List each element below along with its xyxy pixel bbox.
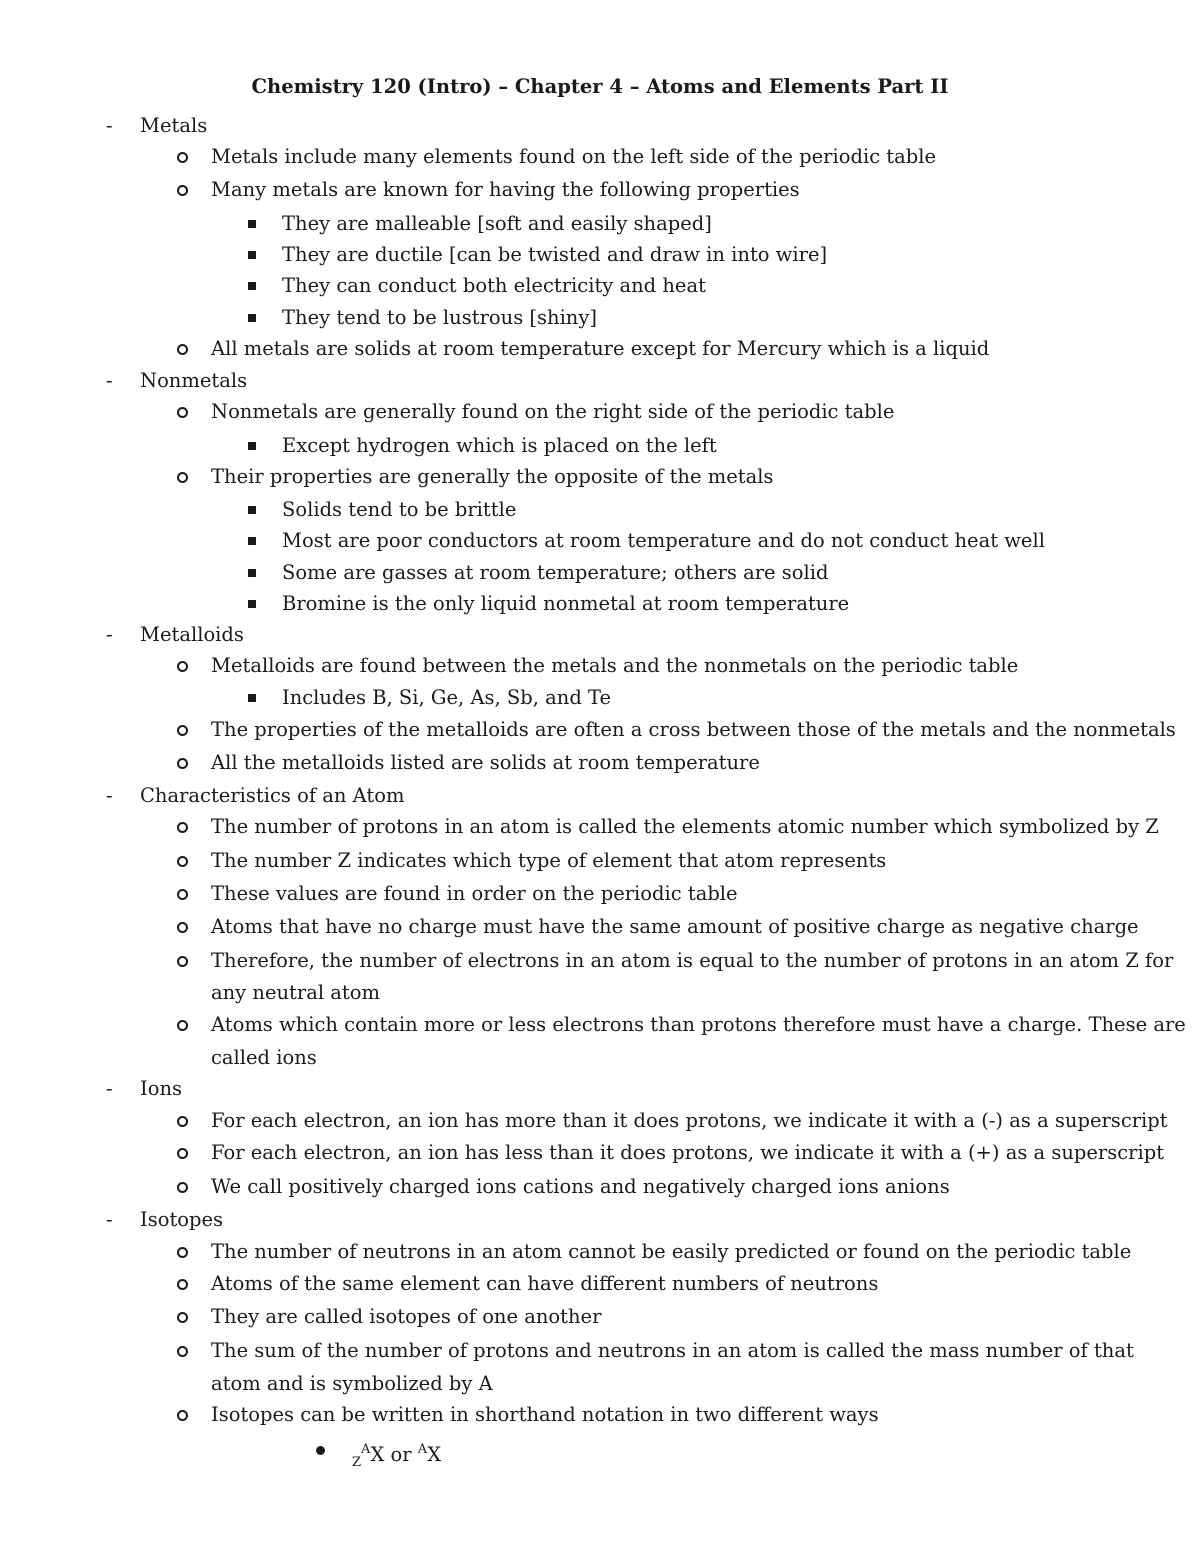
list-item-text: Bromine is the only liquid nonmetal at room temperature <box>282 592 850 615</box>
list-item-text: Atoms which contain more or less electrons than protons therefore must have a charge. These are <box>211 1013 1186 1036</box>
list-item-text: Their properties are generally the opposite of the metals <box>211 465 774 488</box>
list-item <box>0 174 1200 206</box>
list-item <box>0 525 1200 557</box>
circle-bullet-icon <box>177 822 188 833</box>
circle-bullet-icon <box>177 1182 188 1193</box>
section-heading: Isotopes <box>140 1208 224 1231</box>
section-heading: Ions <box>140 1077 183 1100</box>
list-item <box>0 396 1200 428</box>
circle-bullet-icon <box>177 152 188 163</box>
list-item <box>0 1137 1200 1169</box>
dash-bullet: - <box>106 369 113 392</box>
list-item-text: Nonmetals are generally found on the right side of the periodic table <box>211 400 895 423</box>
list-item-text: called ions <box>211 1046 317 1069</box>
list-item-text: atom and is symbolized by A <box>211 1372 493 1395</box>
list-item-text: These values are found in order on the periodic table <box>211 882 738 905</box>
isotope-notation <box>352 1434 441 1479</box>
list-item <box>0 1335 1200 1367</box>
circle-bullet-icon <box>177 1346 188 1357</box>
list-item <box>0 557 1200 589</box>
list-item-text: For each electron, an ion has more than it does protons, we indicate it with a (-) as a superscript <box>211 1109 1168 1132</box>
outline-item-metals <box>0 110 1200 142</box>
atomic-number-subscript: Z <box>352 1455 362 1470</box>
element-symbol: X <box>427 1443 442 1466</box>
circle-bullet-icon <box>177 758 188 769</box>
dash-bullet: - <box>106 1208 113 1231</box>
outline-item-metalloids <box>0 619 1200 651</box>
outline-item-atom <box>0 780 1200 812</box>
list-item-text: The number of protons in an atom is called the elements atomic number which symbolized by Z <box>211 815 1159 838</box>
list-item-text: Metals include many elements found on the left side of the periodic table <box>211 145 937 168</box>
outline-item-nonmetals <box>0 365 1200 397</box>
list-item <box>0 333 1200 365</box>
list-item <box>0 650 1200 682</box>
section-heading: Characteristics of an Atom <box>140 784 405 807</box>
circle-bullet-icon <box>177 1148 188 1159</box>
list-item <box>0 494 1200 526</box>
circle-bullet-icon <box>177 1410 188 1421</box>
list-item <box>0 945 1200 977</box>
dash-bullet: - <box>106 623 113 646</box>
list-item-text: The number of neutrons in an atom cannot be easily predicted or found on the periodic table <box>211 1240 1132 1263</box>
list-item-text: Therefore, the number of electrons in an atom is equal to the number of protons in an atom Z for <box>211 949 1174 972</box>
circle-bullet-icon <box>177 922 188 933</box>
list-item-text: They can conduct both electricity and heat <box>282 274 706 297</box>
page-title: Chemistry 120 (Intro) – Chapter 4 – Atoms and Elements Part II <box>251 75 949 98</box>
list-item-text: For each electron, an ion has less than it does protons, we indicate it with a (+) as a superscript <box>211 1141 1165 1164</box>
list-item-text: We call positively charged ions cations and negatively charged ions anions <box>211 1175 950 1198</box>
section-heading: Metalloids <box>140 623 244 646</box>
square-bullet-icon <box>248 282 256 290</box>
list-item-continuation <box>0 1042 1200 1074</box>
circle-bullet-icon <box>177 889 188 900</box>
dash-bullet: - <box>106 1077 113 1100</box>
mass-number-superscript: A <box>417 1442 428 1457</box>
list-item <box>0 461 1200 493</box>
list-item-text: Solids tend to be brittle <box>282 498 517 521</box>
list-item <box>0 1105 1200 1137</box>
mass-number-superscript: A <box>361 1442 371 1457</box>
list-item-text: The sum of the number of protons and neutrons in an atom is called the mass number of that <box>211 1339 1134 1362</box>
list-item-text: Most are poor conductors at room temperature and do not conduct heat well <box>282 529 1045 552</box>
list-item <box>0 911 1200 943</box>
square-bullet-icon <box>248 314 256 322</box>
square-bullet-icon <box>248 220 256 228</box>
list-item-text: Atoms of the same element can have different numbers of neutrons <box>211 1272 879 1295</box>
section-heading: Nonmetals <box>140 369 248 392</box>
list-item <box>0 208 1200 240</box>
list-item-text: They are called isotopes of one another <box>211 1305 602 1328</box>
list-item-continuation <box>0 977 1200 1009</box>
list-item <box>0 1268 1200 1300</box>
outline-item-isotopes <box>0 1204 1200 1236</box>
list-item <box>0 1236 1200 1268</box>
list-item <box>0 588 1200 620</box>
square-bullet-icon <box>248 506 256 514</box>
list-item-text: They are ductile [can be twisted and draw in into wire] <box>282 243 828 266</box>
square-bullet-icon <box>248 694 256 702</box>
list-item <box>0 845 1200 877</box>
element-symbol: X <box>370 1443 385 1466</box>
list-item-text: Many metals are known for having the following properties <box>211 178 800 201</box>
list-item <box>0 811 1200 843</box>
circle-bullet-icon <box>177 185 188 196</box>
list-item-text: They tend to be lustrous [shiny] <box>282 306 597 329</box>
list-item <box>0 1399 1200 1431</box>
circle-bullet-icon <box>177 472 188 483</box>
list-item <box>0 1009 1200 1041</box>
list-item <box>0 302 1200 334</box>
list-item-text: The number Z indicates which type of element that atom represents <box>211 849 887 872</box>
dash-bullet: - <box>106 114 113 137</box>
circle-bullet-icon <box>177 725 188 736</box>
square-bullet-icon <box>248 251 256 259</box>
square-bullet-icon <box>248 537 256 545</box>
section-heading: Metals <box>140 114 208 137</box>
or-text: or <box>384 1443 418 1466</box>
list-item <box>0 141 1200 173</box>
square-bullet-icon <box>248 569 256 577</box>
list-item-text: All metals are solids at room temperature except for Mercury which is a liquid <box>211 337 990 360</box>
list-item-text: The properties of the metalloids are often a cross between those of the metals and the nonmetals <box>211 718 1176 741</box>
list-item-text: Some are gasses at room temperature; others are solid <box>282 561 829 584</box>
circle-bullet-icon <box>177 956 188 967</box>
circle-bullet-icon <box>177 1279 188 1290</box>
outline-item-ions <box>0 1073 1200 1105</box>
list-item <box>0 1301 1200 1333</box>
list-item <box>0 747 1200 779</box>
circle-bullet-icon <box>177 661 188 672</box>
list-item <box>0 239 1200 271</box>
isotope-notation-item <box>0 1434 1200 1470</box>
list-item <box>0 270 1200 302</box>
list-item-continuation <box>0 1368 1200 1400</box>
list-item-text: They are malleable [soft and easily shaped] <box>282 212 712 235</box>
circle-bullet-icon <box>177 856 188 867</box>
list-item-text: Metalloids are found between the metals and the nonmetals on the periodic table <box>211 654 1019 677</box>
list-item-text: Except hydrogen which is placed on the left <box>282 434 717 457</box>
list-item-text: Isotopes can be written in shorthand notation in two different ways <box>211 1403 879 1426</box>
list-item <box>0 714 1200 746</box>
filled-dot-bullet-icon <box>316 1446 325 1455</box>
list-item <box>0 1171 1200 1203</box>
circle-bullet-icon <box>177 344 188 355</box>
list-item-text: any neutral atom <box>211 981 380 1004</box>
list-item <box>0 878 1200 910</box>
circle-bullet-icon <box>177 1020 188 1031</box>
list-item-text: All the metalloids listed are solids at room temperature <box>211 751 760 774</box>
circle-bullet-icon <box>177 1247 188 1258</box>
circle-bullet-icon <box>177 407 188 418</box>
circle-bullet-icon <box>177 1312 188 1323</box>
square-bullet-icon <box>248 600 256 608</box>
list-item <box>0 430 1200 462</box>
list-item-text: Includes B, Si, Ge, As, Sb, and Te <box>282 686 612 709</box>
list-item-text: Atoms that have no charge must have the same amount of positive charge as negative charge <box>211 915 1139 938</box>
circle-bullet-icon <box>177 1116 188 1127</box>
dash-bullet: - <box>106 784 113 807</box>
square-bullet-icon <box>248 442 256 450</box>
list-item <box>0 682 1200 714</box>
